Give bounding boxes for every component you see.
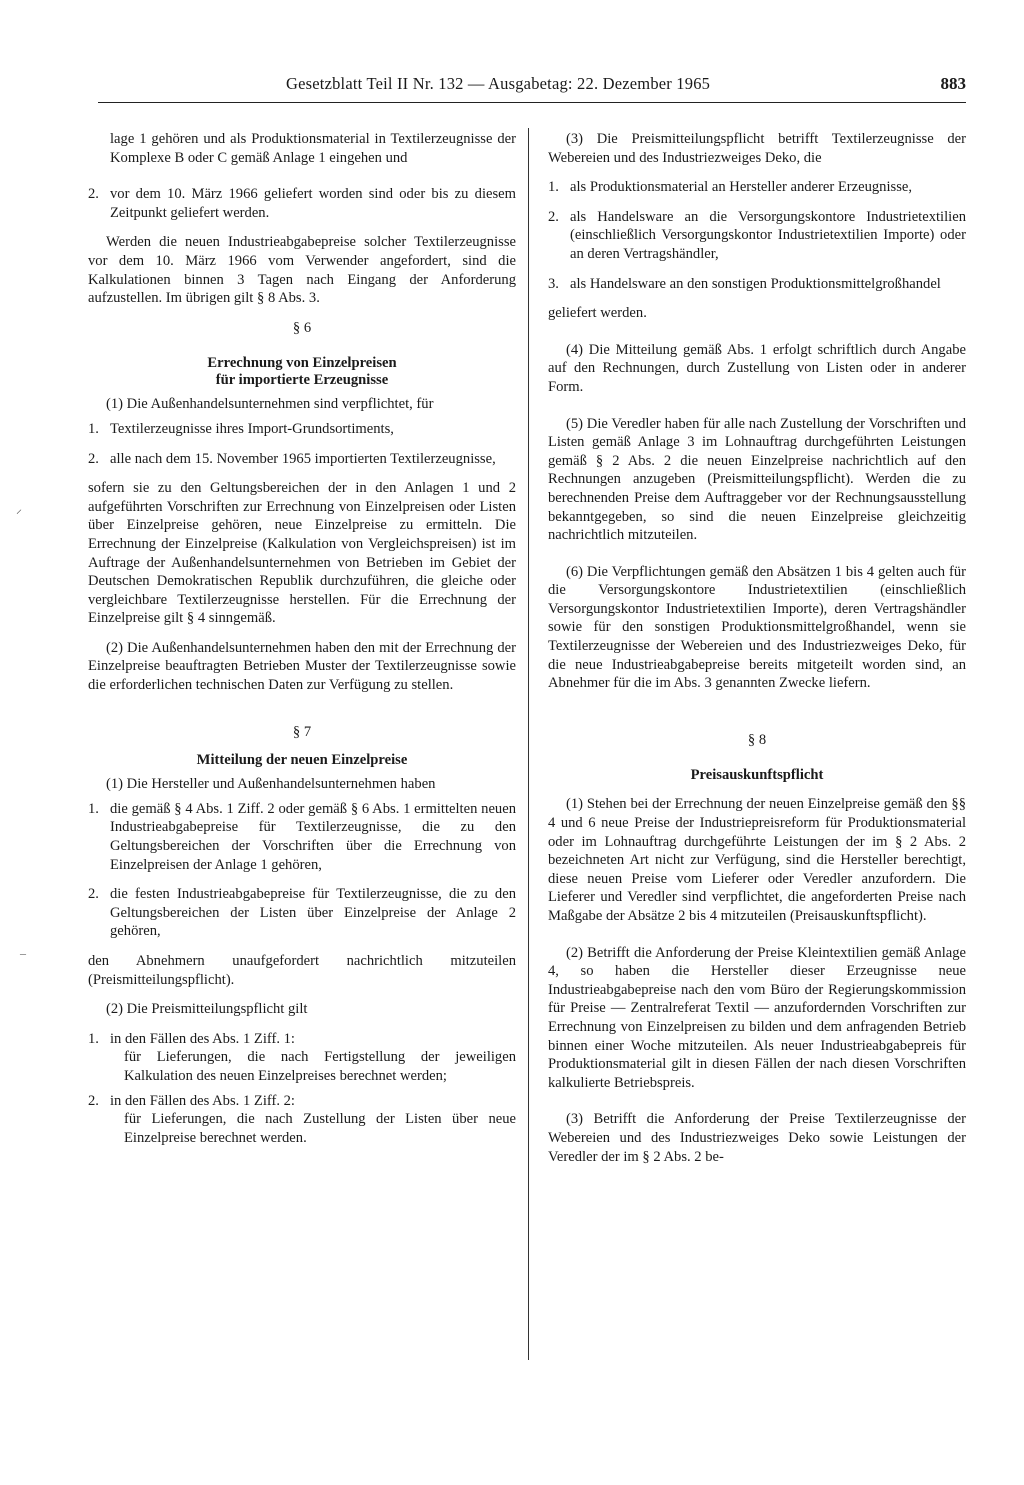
paragraph: geliefert werden. (548, 305, 647, 322)
paragraph: (5) Die Veredler haben für alle nach Zustellung der Vorschriften und Listen gemäß Anlage 3 im Lohnauftrag durchgeführten Leistungen gemäß § 2 Abs. 2 die neuen Einzelpreise nachrichtlich auf den Rechnungen anzugeben (Preismitteilungspflicht). Werden die zu berechnenden Preise dem Auftraggeber vor der Rechnungsausstellung bekanntgegeben, so sind die neuen Einzelpreise gleichzeitig nachrichtlich mitzuteilen. (548, 415, 966, 544)
paragraph: (2) Die Preismitteilungspflicht gilt (106, 1001, 308, 1018)
list-item (548, 178, 966, 197)
paragraph: sofern sie zu den Geltungsbereichen der in den Anlagen 1 und 2 aufgeführten Vorschriften zur Errechnung von Einzelpreisen oder Listen über Einzelpreise gehören, neue Einzelpreise zu ermitteln. Die Errechnung der Einzelpreise (Kalkulation von Vergleichspreisen) ist im Auftrage der Außenhandelsunternehmen von Betrieben im Gebiet der Deutschen Demokratischen Republik durchzuführen, die gleiche oder vergleichbare Textilerzeugnisse herstellen. Für die Errechnung der Einzelpreise gilt § 4 sinngemäß. (88, 480, 516, 627)
list-item (88, 185, 516, 222)
list-item-text: alle nach dem 15. November 1965 importierten Textilerzeugnisse, (110, 450, 496, 467)
list-item (548, 208, 966, 264)
list-item-text: als Handelsware an den sonstigen Produktionsmittelgroßhandel (570, 275, 941, 292)
margin-mark: ⸝ (16, 502, 23, 516)
paragraph: (1) Die Außenhandelsunternehmen sind verpflichtet, für (106, 396, 434, 413)
section-8-heading: Preisauskunftspflicht (690, 767, 824, 784)
page-header (98, 72, 966, 103)
paragraph: (6) Die Verpflichtungen gemäß den Absätzen 1 bis 4 gelten auch für die Versorgungskontore Industrietextilien (einschließlich Versorgungskontor Industrietextilien Importe), deren Vertragshändler sowie für den sonstigen Produktionsmittelgroßhandel, wenn sie Textilerzeugnisse der Webereien und des Industriezweiges Deko, für die neue Industrieabgabepreise bereits mitgeteilt worden sind, an Abnehmer für die im Abs. 3 genannten Zwecke liefern. (548, 563, 966, 692)
section-6-label: § 6 (292, 319, 312, 336)
paragraph: (1) Die Hersteller und Außenhandelsunternehmen haben (106, 776, 436, 793)
list-item-text: als Produktionsmaterial an Hersteller anderer Erzeugnisse, (570, 179, 913, 196)
margin-mark: – (20, 946, 26, 960)
list-item-number: 2. (88, 1092, 99, 1109)
paragraph: (3) Betrifft die Anforderung der Preise Textilerzeugnisse der Webereien und des Industriezweiges Deko sowie Leistungen der Veredler der im § 2 Abs. 2 be- (548, 1111, 966, 1165)
list-item (88, 1030, 516, 1049)
running-title: Gesetzblatt Teil II Nr. 132 — Ausgabetag: 22. Dezember 1965 (286, 74, 711, 93)
list-item-subtext: für Lieferungen, die nach Zustellung der Listen über neue Einzelpreise berechnet werden. (124, 1111, 516, 1146)
section-7-label: § 7 (292, 723, 312, 740)
list-item (88, 450, 516, 469)
list-item-subtext: für Lieferungen, die nach Fertigstellung der jeweiligen Kalkulation des neuen Einzelpreises berechnet werden; (124, 1049, 516, 1084)
paragraph: (4) Die Mitteilung gemäß Abs. 1 erfolgt schriftlich durch Angabe auf den Rechnungen, durch Zustellung von Listen oder in anderer Form. (548, 341, 966, 395)
list-item (88, 800, 516, 874)
list-item-number: 1. (88, 1030, 99, 1047)
paragraph: (1) Stehen bei der Errechnung der neuen Einzelpreise gemäß den §§ 4 und 6 neue Preise der Industriepreisreform für Produktionsmaterial oder im Lohnauftrag durchgeführte Leistungen der im § 2 Abs. 2 bezeichneten Art nicht zur Verfügung, sind die Hersteller berechtigt, diese neuen Preise vom Lieferer oder Veredler anzufordern. Die Lieferer und Veredler sind verpflichtet, die angeforderten Preise nach Maßgabe der Absätze 2 bis 4 mitzuteilen (Preisauskunftspflicht). (548, 796, 966, 924)
paragraph: (3) Die Preismitteilungspflicht betrifft Textilerzeugnisse der Webereien und des Industriezweiges Deko, die (548, 131, 966, 166)
paragraph: den Abnehmern unaufgefordert nachrichtlich mitzuteilen (Preismitteilungspflicht). (88, 953, 516, 988)
list-item-text: vor dem 10. März 1966 geliefert worden sind oder bis zu diesem Zeitpunkt geliefert werden. (110, 186, 516, 221)
list-item (88, 1092, 516, 1111)
list-item-number: 1. (88, 420, 99, 437)
list-item (548, 275, 966, 294)
continued-item-text: lage 1 gehören und als Produktionsmaterial in Textilerzeugnisse der Komplexe B oder C gemäß Anlage 1 eingehen und (110, 131, 516, 166)
list-item-number: 2. (548, 208, 559, 225)
list-item-number: 1. (88, 800, 99, 817)
paragraph: Werden die neuen Industrieabgabepreise solcher Textilerzeugnisse vor dem 10. März 1966 vom Verwender angefordert, sind die Kalkulationen binnen 3 Tagen nach Eingang der Anforderung aufzustellen. Im übrigen gilt § 8 Abs. 3. (88, 234, 516, 307)
list-item-number: 3. (548, 275, 559, 292)
list-item-text: in den Fällen des Abs. 1 Ziff. 1: (110, 1030, 295, 1047)
list-item-text: die festen Industrieabgabepreise für Textilerzeugnisse, die zu den Geltungsbereichen der Listen über Einzelpreise der Anlage 2 gehören, (110, 886, 516, 940)
section-8-label: § 8 (747, 731, 767, 748)
paragraph: (2) Die Außenhandelsunternehmen haben den mit der Errechnung der Einzelpreise beauftragten Betrieben Muster der Textilerzeugnisse sowie die erforderlichen technischen Daten zur Verfügung zu stellen. (88, 639, 516, 694)
list-item-number: 2. (88, 886, 99, 903)
list-item-number: 1. (548, 179, 559, 196)
column-divider (528, 128, 529, 1360)
list-item (88, 420, 516, 439)
list-item-text: als Handelsware an die Versorgungskontore Industrietextilien (einschließlich Versorgungskontor Industrietextilien Importe) oder an deren Vertragshändler, (570, 208, 966, 262)
right-column (548, 130, 966, 1166)
list-item-text: die gemäß § 4 Abs. 1 Ziff. 2 oder gemäß § 6 Abs. 1 ermittelten neuen Industrieabgabepreise für Textilerzeugnisse, die zu den Geltungsbereichen der Vorschriften über die Errechnung von Einzelpreisen der Anlage 1 gehören, (110, 800, 516, 873)
list-item-text: in den Fällen des Abs. 1 Ziff. 2: (110, 1092, 295, 1109)
list-item-number: 2. (88, 450, 99, 467)
list-item-number: 2. (88, 186, 99, 203)
left-column (88, 130, 516, 1147)
list-item-text: Textilerzeugnisse ihres Import-Grundsortiments, (110, 420, 394, 437)
page-number: 883 (940, 74, 966, 93)
section-6-heading: Errechnung von Einzelpreisen für importierte Erzeugnisse (207, 355, 397, 389)
paragraph: (2) Betrifft die Anforderung der Preise Kleintextilien gemäß Anlage 4, so haben die Hersteller dieser Erzeugnisse neue Industrieabgabepreise nach den vom Büro der Regierungskommission für Preise — Zentralreferat Textil — anzufordernden Vorschriften zur Errechnung von Einzelpreisen zu bilden und dem anfragenden Betrieb binnen einer Woche mitzuteilen. Als neuer Industrieabgabepreis für Produktionsmaterial gilt in diesen Fällen der nach diesen Vorschriften kalkulierte Betriebspreis. (548, 944, 966, 1091)
section-7-heading: Mitteilung der neuen Einzelpreise (196, 752, 408, 769)
list-item (88, 885, 516, 941)
